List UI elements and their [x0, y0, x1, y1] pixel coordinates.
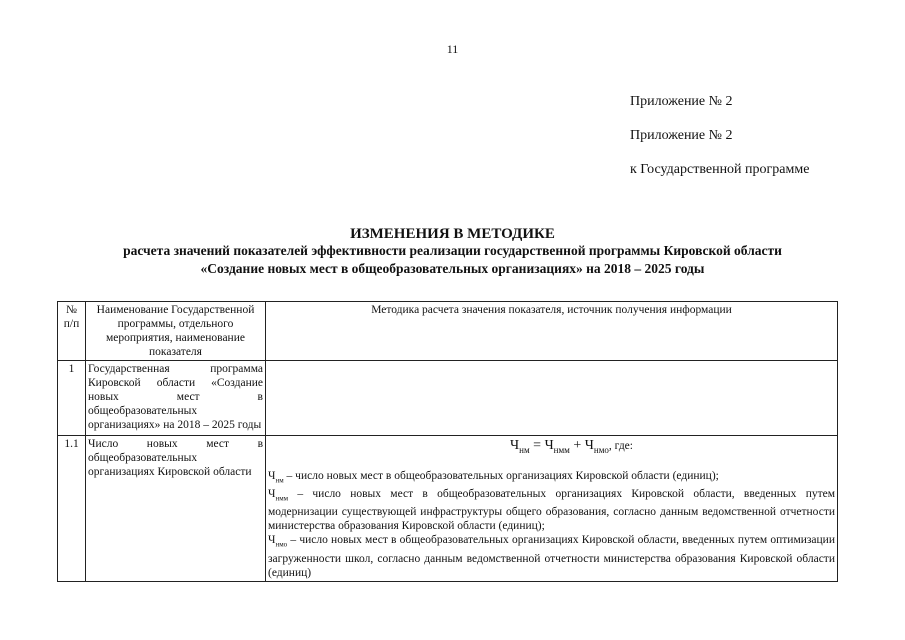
definition-text: – число новых мест в общеобразовательных организациях Кировской области, введенных путем модернизации существующей инфраструктуры общего образования, согласно данным ведомственной отчетности министерства образования Кировской области (единиц); — [268, 488, 835, 533]
formula — [268, 439, 835, 457]
formula-term1-sub: нмм — [553, 444, 570, 455]
formula-lhs: Ч — [510, 438, 520, 453]
definition — [268, 533, 835, 579]
document-subtitle-line1: расчета значений показателей эффективности реализации государственной программы Кировской области — [123, 243, 782, 258]
definition-symbol-sub: нмо — [275, 540, 288, 549]
definition-symbol: Ч — [268, 534, 276, 547]
definition-symbol-sub: нмм — [275, 494, 289, 503]
row-number: 1 — [58, 361, 86, 436]
definition — [268, 469, 835, 487]
definition-text: – число новых мест в общеобразовательных организациях Кировской области, введенных путем оптимизации загруженности школ, согласно данным ведомственной отчетности министерства образования Кировской области (единиц) — [268, 534, 835, 579]
row-name: Число новых мест в общеобразовательных организациях Кировской области — [86, 436, 266, 582]
formula-where: , где: — [608, 440, 633, 452]
formula-term2: Ч — [584, 438, 594, 453]
formula-lhs-sub: нм — [519, 444, 530, 455]
page-number: 11 — [446, 42, 459, 56]
table-row — [58, 361, 838, 436]
methodology-table — [57, 301, 838, 582]
header-number: № п/п — [58, 302, 86, 361]
formula-term2-sub: нмо — [593, 444, 609, 455]
formula-plus: + — [569, 438, 585, 453]
definition-symbol: Ч — [268, 488, 276, 501]
table-header-row — [58, 302, 838, 361]
appendix-reference: к Государственной программе — [630, 162, 810, 177]
document-title: ИЗМЕНЕНИЯ В МЕТОДИКЕ — [350, 226, 555, 242]
definition-text: – число новых мест в общеобразовательных организациях Кировской области (единиц); — [283, 469, 719, 482]
row-method — [266, 436, 838, 582]
appendix-label-repeat: Приложение № 2 — [630, 128, 733, 143]
header-name: Наименование Государственной программы, отдельного мероприятия, наименование показателя — [86, 302, 266, 361]
definition-symbol: Ч — [268, 469, 276, 482]
document-subtitle-line2: «Создание новых мест в общеобразовательных организациях» на 2018 – 2025 годы — [200, 261, 705, 276]
header-method: Методика расчета значения показателя, источник получения информации — [266, 302, 838, 361]
definition-symbol-sub: нм — [275, 476, 284, 485]
row-method — [266, 361, 838, 436]
row-name: Государственная программа Кировской области «Создание новых мест в общеобразовательных организациях» на 2018 – 2025 годы — [86, 361, 266, 436]
definition — [268, 487, 835, 533]
formula-term1: Ч — [544, 438, 554, 453]
appendix-label: Приложение № 2 — [630, 94, 733, 109]
table-row — [58, 436, 838, 582]
formula-equals: = — [529, 438, 545, 453]
row-number: 1.1 — [58, 436, 86, 582]
